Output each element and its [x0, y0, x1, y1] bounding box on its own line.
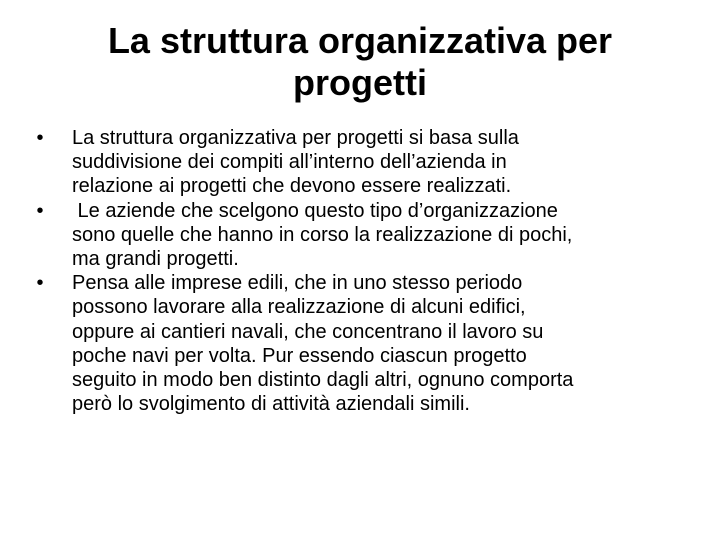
- bullet-icon: •: [36, 272, 44, 295]
- bullet-item: [30, 199, 690, 272]
- bullet-text-line: possono lavorare alla realizzazione di alcuni edifici,: [72, 296, 526, 319]
- bullet-text-line: La struttura organizzativa per progetti si basa sulla: [72, 127, 519, 149]
- bullet-text-line: però lo svolgimento di attività aziendali simili.: [72, 393, 470, 416]
- bullet-text-line: oppure ai cantieri navali, che concentrano il lavoro su: [72, 320, 544, 343]
- bullet-item: [30, 271, 690, 416]
- bullet-text-line: sono quelle che hanno in corso la realizzazione di pochi,: [72, 223, 573, 246]
- bullet-text-line: relazione ai progetti che devono essere realizzati.: [72, 175, 512, 198]
- bullet-text-line: Pensa alle imprese edili, che in uno stesso periodo: [72, 272, 523, 295]
- bullet-item: [30, 126, 690, 199]
- bullet-list: [30, 126, 690, 416]
- bullet-icon: •: [36, 199, 44, 222]
- slide-title-line: progetti: [293, 62, 427, 103]
- bullet-icon: •: [36, 127, 44, 149]
- bullet-text-line: suddivisione dei compiti all’interno dell’azienda in: [72, 151, 507, 174]
- slide-title: [40, 20, 680, 104]
- bullet-text-line: Le aziende che scelgono questo tipo d’organizzazione: [72, 199, 558, 222]
- bullet-text-line: ma grandi progetti.: [72, 248, 239, 271]
- slide-title-line: La struttura organizzativa per: [107, 20, 613, 61]
- bullet-text-line: poche navi per volta. Pur essendo ciascun progetto: [72, 344, 527, 367]
- bullet-text-line: seguito in modo ben distinto dagli altri, ognuno comporta: [72, 369, 574, 392]
